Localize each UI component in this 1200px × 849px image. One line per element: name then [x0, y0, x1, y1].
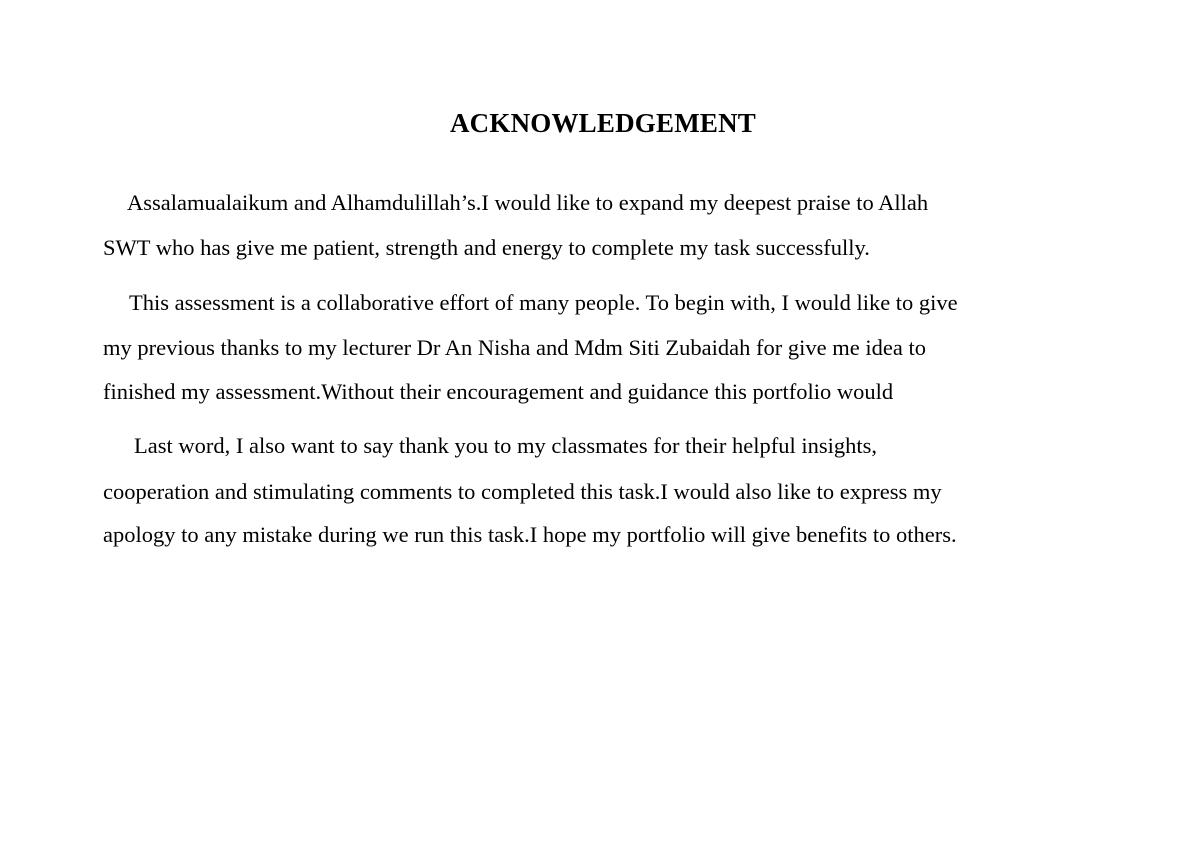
paragraph-line: SWT who has give me patient, strength and energy to complete my task successfully. — [103, 235, 870, 260]
page-title: ACKNOWLEDGEMENT — [449, 108, 757, 138]
paragraph-line: finished my assessment.Without their encouragement and guidance this portfolio would — [103, 379, 894, 404]
paragraph-line: my previous thanks to my lecturer Dr An Nisha and Mdm Siti Zubaidah for give me idea to — [103, 335, 926, 360]
paragraph-line: This assessment is a collaborative effort of many people. To begin with, I would like to give — [129, 290, 958, 315]
paragraph-line: Last word, I also want to say thank you to my classmates for their helpful insights, — [134, 433, 877, 458]
paragraph-line: cooperation and stimulating comments to completed this task.I would also like to express my — [103, 479, 942, 504]
paragraph-line: Assalamualaikum and Alhamdulillah’s.I would like to expand my deepest praise to Allah — [127, 190, 929, 215]
paragraph-line: apology to any mistake during we run this task.I hope my portfolio will give benefits to others. — [103, 522, 957, 547]
